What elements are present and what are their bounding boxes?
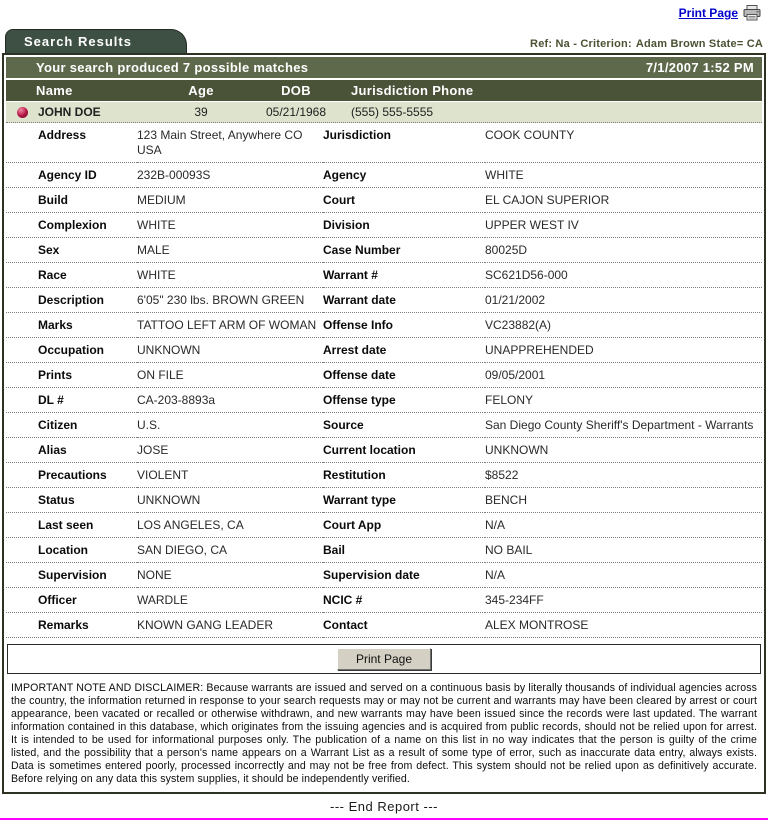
detail-value-right: $8522 — [485, 468, 519, 482]
detail-row — [6, 388, 762, 413]
detail-value-right: 345-234FF — [485, 593, 544, 607]
detail-value-right: UNKNOWN — [485, 443, 549, 457]
detail-label-right: Case Number — [323, 243, 401, 257]
detail-label: Sex — [38, 243, 60, 257]
detail-table — [6, 123, 762, 638]
match-age: 39 — [194, 105, 208, 119]
match-phone: (555) 555-5555 — [351, 105, 434, 119]
detail-label-right: Court App — [323, 518, 382, 532]
column-name: Name — [36, 83, 73, 98]
detail-label-right: Warrant # — [323, 268, 378, 282]
detail-label: Status — [38, 493, 75, 507]
tab-row — [0, 27, 768, 53]
detail-label: Alias — [38, 443, 67, 457]
detail-label: Description — [38, 293, 105, 307]
column-header-row — [6, 80, 762, 101]
detail-row — [6, 213, 762, 238]
detail-label-right: Warrant date — [323, 293, 396, 307]
detail-row — [6, 588, 762, 613]
detail-value: WARDLE — [137, 593, 188, 607]
top-bar — [0, 0, 768, 27]
detail-value: UNKNOWN — [137, 343, 201, 357]
detail-value-right: EL CAJON SUPERIOR — [485, 193, 610, 207]
detail-value: LOS ANGELES, CA — [137, 518, 244, 532]
red-dot-icon — [17, 107, 28, 118]
detail-label-right: Current location — [323, 443, 416, 457]
detail-row — [6, 123, 762, 163]
detail-value-right: UNAPPREHENDED — [485, 343, 594, 357]
detail-value-right: VC23882(A) — [485, 318, 552, 332]
detail-label: Officer — [38, 593, 77, 607]
detail-value: NONE — [137, 568, 172, 582]
detail-row — [6, 413, 762, 438]
match-name: JOHN DOE — [38, 105, 101, 119]
detail-label: Location — [38, 543, 88, 557]
detail-row — [6, 188, 762, 213]
result-summary-bar — [6, 57, 762, 78]
detail-value: VIOLENT — [137, 468, 189, 482]
detail-row — [6, 438, 762, 463]
print-page-link-wrap — [679, 6, 738, 20]
column-jurisdiction-phone: Jurisdiction Phone — [351, 83, 474, 98]
detail-value: U.S. — [137, 418, 161, 432]
detail-row — [6, 488, 762, 513]
detail-label: Race — [38, 268, 67, 282]
detail-value: 232B-00093S — [137, 168, 211, 182]
detail-label: Marks — [38, 318, 73, 332]
detail-value-right: FELONY — [485, 393, 534, 407]
detail-value: WHITE — [137, 218, 176, 232]
detail-value: TATTOO LEFT ARM OF WOMAN — [137, 318, 317, 332]
print-page-button[interactable]: Print Page — [337, 648, 431, 670]
detail-label-right: Offense date — [323, 368, 396, 382]
detail-value-right: 09/05/2001 — [485, 368, 546, 382]
detail-row — [6, 238, 762, 263]
result-summary-text: Your search produced 7 possible matches — [36, 60, 309, 75]
detail-row — [6, 513, 762, 538]
detail-label-right: Division — [323, 218, 370, 232]
report-timestamp: 7/1/2007 1:52 PM — [645, 60, 754, 75]
detail-row — [6, 313, 762, 338]
end-report-text: --- End Report --- — [330, 799, 438, 814]
detail-row — [6, 613, 762, 638]
detail-value-right: 01/21/2002 — [485, 293, 546, 307]
detail-value-right: COOK COUNTY — [485, 128, 575, 142]
column-age: Age — [188, 83, 214, 98]
detail-value-right: N/A — [485, 518, 506, 532]
detail-value-right: BENCH — [485, 493, 528, 507]
detail-row — [6, 538, 762, 563]
detail-row — [6, 338, 762, 363]
detail-label: Supervision — [38, 568, 107, 582]
ref-criterion-label: Ref: Na - Criterion: — [530, 38, 632, 50]
ref-criterion-value: Adam Brown State= CA — [635, 38, 763, 50]
detail-label-right: Restitution — [323, 468, 386, 482]
detail-label: Occupation — [38, 343, 105, 357]
match-dob: 05/21/1968 — [265, 105, 327, 119]
detail-label-right: Bail — [323, 543, 346, 557]
detail-value: WHITE — [137, 268, 176, 282]
detail-label-right: Offense Info — [323, 318, 394, 332]
detail-label-right: Supervision date — [323, 568, 420, 582]
tab-label: Search Results — [24, 34, 132, 49]
detail-label: Agency ID — [38, 168, 97, 182]
print-button-bar — [7, 644, 761, 674]
detail-value: MALE — [137, 243, 170, 257]
detail-label-right: Contact — [323, 618, 368, 632]
detail-value: 123 Main Street, Anywhere CO USA — [137, 128, 303, 157]
detail-value-right: San Diego County Sheriff's Department - Warrants — [485, 418, 754, 432]
detail-row — [6, 263, 762, 288]
detail-row — [6, 363, 762, 388]
detail-value-right: ALEX MONTROSE — [485, 618, 589, 632]
detail-label: Citizen — [38, 418, 78, 432]
detail-row — [6, 288, 762, 313]
detail-value: KNOWN GANG LEADER — [137, 618, 274, 632]
detail-value: SAN DIEGO, CA — [137, 543, 228, 557]
detail-label: Build — [38, 193, 68, 207]
detail-label-right: Warrant type — [323, 493, 396, 507]
detail-value: CA-203-8893a — [137, 393, 216, 407]
match-row-john-doe[interactable] — [6, 102, 762, 123]
printer-icon[interactable] — [743, 5, 762, 26]
detail-row — [6, 163, 762, 188]
detail-label: Complexion — [38, 218, 107, 232]
report-frame — [2, 53, 766, 794]
detail-row — [6, 463, 762, 488]
detail-value-right: 80025D — [485, 243, 528, 257]
detail-label: Last seen — [38, 518, 94, 532]
detail-label-right: Source — [323, 418, 364, 432]
print-page-link[interactable]: Print Page — [678, 6, 738, 20]
detail-value-right: NO BAIL — [485, 543, 533, 557]
detail-label-right: NCIC # — [323, 593, 363, 607]
detail-value-right: SC621D56-000 — [485, 268, 568, 282]
detail-value-right: N/A — [485, 568, 506, 582]
tab-search-results[interactable] — [5, 29, 187, 53]
detail-label: Precautions — [38, 468, 107, 482]
detail-label: Prints — [38, 368, 73, 382]
detail-value-right: UPPER WEST IV — [485, 218, 579, 232]
detail-value: 6'05" 230 lbs. BROWN GREEN — [137, 293, 305, 307]
detail-row — [6, 563, 762, 588]
detail-value-right: WHITE — [485, 168, 524, 182]
detail-label-right: Arrest date — [323, 343, 387, 357]
detail-label-right: Agency — [323, 168, 367, 182]
detail-value: MEDIUM — [137, 193, 186, 207]
reference-line — [530, 38, 763, 50]
detail-label: Address — [38, 128, 87, 142]
detail-value: JOSE — [137, 443, 169, 457]
detail-value: ON FILE — [137, 368, 184, 382]
detail-label-right: Jurisdiction — [323, 128, 392, 142]
detail-label-right: Offense type — [323, 393, 396, 407]
column-dob: DOB — [281, 83, 311, 98]
detail-value: UNKNOWN — [137, 493, 201, 507]
detail-label: Remarks — [38, 618, 89, 632]
disclaimer-text: IMPORTANT NOTE AND DISCLAIMER: Because warrants are issued and served on a continuous basis by literally thousands of individual agencies across the country, the information returned in response to your search requests may or may not be current and warrants may have been cleared by arrest or court appearance, been vacated or recalled or otherwise withdrawn, and new warrants may have been issued since the records were last updated. The warrant information contained in this database, which originates from the issuing agencies and is acquired from public records, should not be relied upon for arrest. It is intended to be used for informational purposes only. The publication of a name on this list in no way indicates that the person is guilty of the crime listed, and the possibility that a person's name appears on a Warrant List as a result of some type of error, such as inaccurate data entry, always exists. Data is sometimes entered poorly, processed incorrectly and may not be free from defect. This system should not be relied upon as definitively accurate. Before relying on any data this system supplies, it should be independently verified. — [11, 682, 757, 785]
detail-label-right: Court — [323, 193, 355, 207]
detail-label: DL # — [38, 393, 64, 407]
